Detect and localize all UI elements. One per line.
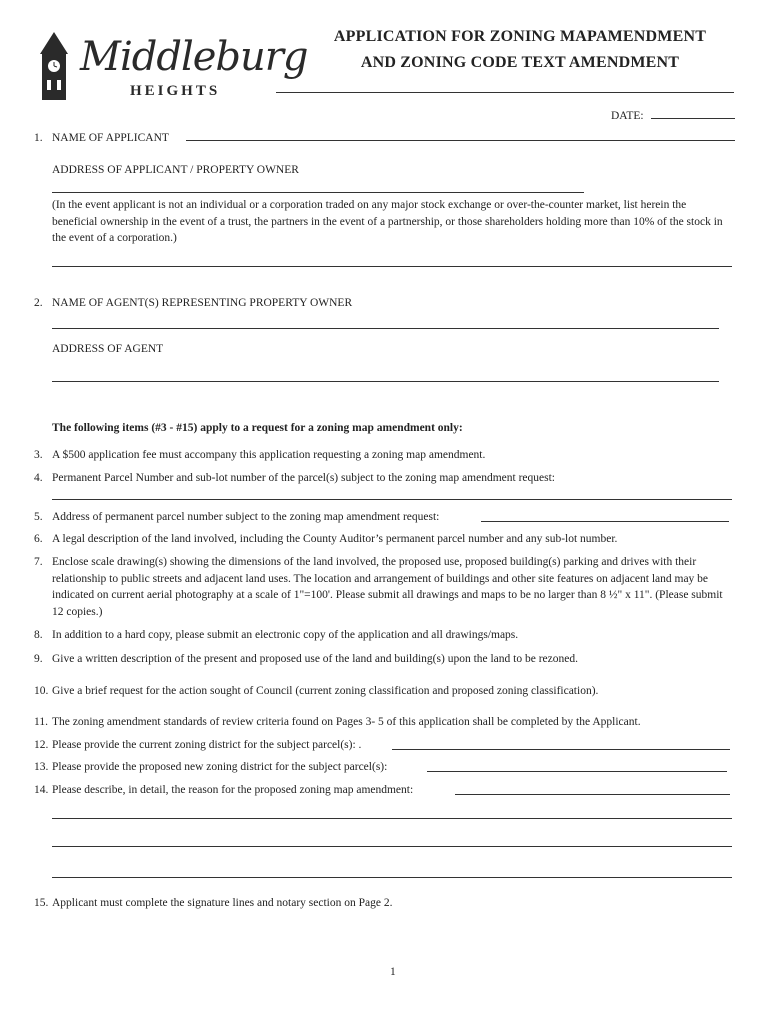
parcel-number-field[interactable] <box>52 499 732 500</box>
ownership-field[interactable] <box>52 266 732 267</box>
ownership-note: (In the event applicant is not an individual or a corporation traded on any major stock exchange or over-the-counter market, list herein the beneficial ownership in the event of a trust, the partners in the event of a partnership, or those shareholders holding more than 10% of the stock in the event of a corporation.) <box>52 199 723 244</box>
city-logo <box>34 30 308 110</box>
item-11-number: 11. <box>34 716 48 728</box>
item-13-number: 13. <box>34 761 49 773</box>
logo-wordmark: Middleburg <box>80 34 308 80</box>
page-number: 1 <box>390 966 396 978</box>
item-4-number: 4. <box>34 472 43 484</box>
item-12-number: 12. <box>34 739 49 751</box>
applicant-address-label: ADDRESS OF APPLICANT / PROPERTY OWNER <box>52 164 299 176</box>
item-10-text: Give a brief request for the action sought of Council (current zoning classification and proposed zoning classification). <box>52 685 599 697</box>
applicant-address-field[interactable] <box>52 192 584 193</box>
item-14-text: Please describe, in detail, the reason for the proposed zoning map amendment: <box>52 784 414 796</box>
items-heading: The following items (#3 - #15) apply to a request for a zoning map amendment only: <box>52 422 463 434</box>
item-5-number: 5. <box>34 511 43 523</box>
item-3-number: 3. <box>34 449 43 461</box>
agent-name-label: NAME OF AGENT(S) REPRESENTING PROPERTY OWNER <box>52 297 353 309</box>
reason-field-line-1[interactable] <box>455 794 730 795</box>
item-8-number: 8. <box>34 629 43 641</box>
item-3-text: A $500 application fee must accompany this application requesting a zoning map amendment. <box>52 449 486 461</box>
agent-address-field[interactable] <box>52 381 719 382</box>
q1-number: 1. <box>34 132 43 144</box>
item-11-text: The zoning amendment standards of review criteria found on Pages 3- 5 of this application shall be completed by the Applicant. <box>52 716 641 728</box>
item-15-number: 15. <box>34 897 49 909</box>
applicant-name-field[interactable] <box>186 140 735 141</box>
agent-address-label: ADDRESS OF AGENT <box>52 343 164 355</box>
date-field[interactable] <box>651 118 735 119</box>
item-10-number: 10. <box>34 685 49 697</box>
form-title-line2: AND ZONING CODE TEXT AMENDMENT <box>360 54 680 71</box>
date-label: DATE: <box>611 110 644 122</box>
reason-field-line-4[interactable] <box>52 877 732 878</box>
item-5-text: Address of permanent parcel number subject to the zoning map amendment request: <box>52 511 440 523</box>
header-rule <box>276 92 734 93</box>
item-6-text: A legal description of the land involved, including the County Auditor’s permanent parcel number and any sub-lot number. <box>52 533 618 545</box>
logo-subtitle: HEIGHTS <box>130 83 221 99</box>
parcel-address-field[interactable] <box>481 521 729 522</box>
reason-field-line-3[interactable] <box>52 846 732 847</box>
item-15-text: Applicant must complete the signature lines and notary section on Page 2. <box>52 897 393 909</box>
item-13-text: Please provide the proposed new zoning district for the subject parcel(s): <box>52 761 388 773</box>
current-zoning-field[interactable] <box>392 749 730 750</box>
item-6-number: 6. <box>34 533 43 545</box>
item-12-text: Please provide the current zoning district for the subject parcel(s): . <box>52 739 362 751</box>
item-8-text: In addition to a hard copy, please submit an electronic copy of the application and all drawings/maps. <box>52 629 519 641</box>
item-7-number: 7. <box>34 556 43 568</box>
agent-name-field[interactable] <box>52 328 719 329</box>
item-9-number: 9. <box>34 653 43 665</box>
proposed-zoning-field[interactable] <box>427 771 727 772</box>
item-7-text: Enclose scale drawing(s) showing the dimensions of the land involved, the proposed use, proposed building(s) parking and drives with their relationship to public streets and adjacent land uses. The location and arrangement of buildings and other site features on adjacent land may be indicated on current aerial photography at a scale of 1"=100'. Please submit all drawings and maps to be no larger than 8 ½" x 11". (Please submit 12 copies.) <box>52 556 723 618</box>
applicant-name-label: NAME OF APPLICANT <box>52 132 169 144</box>
reason-field-line-2[interactable] <box>52 818 732 819</box>
item-4-text: Permanent Parcel Number and sub-lot number of the parcel(s) subject to the zoning map amendment request: <box>52 472 555 484</box>
item-14-number: 14. <box>34 784 49 796</box>
clock-tower-icon <box>34 30 74 102</box>
item-9-text: Give a written description of the present and proposed use of the land and building(s) upon the land to be rezoned. <box>52 653 578 665</box>
form-title-line1: APPLICATION FOR ZONING MAPAMENDMENT <box>333 28 707 45</box>
q2-number: 2. <box>34 297 43 309</box>
